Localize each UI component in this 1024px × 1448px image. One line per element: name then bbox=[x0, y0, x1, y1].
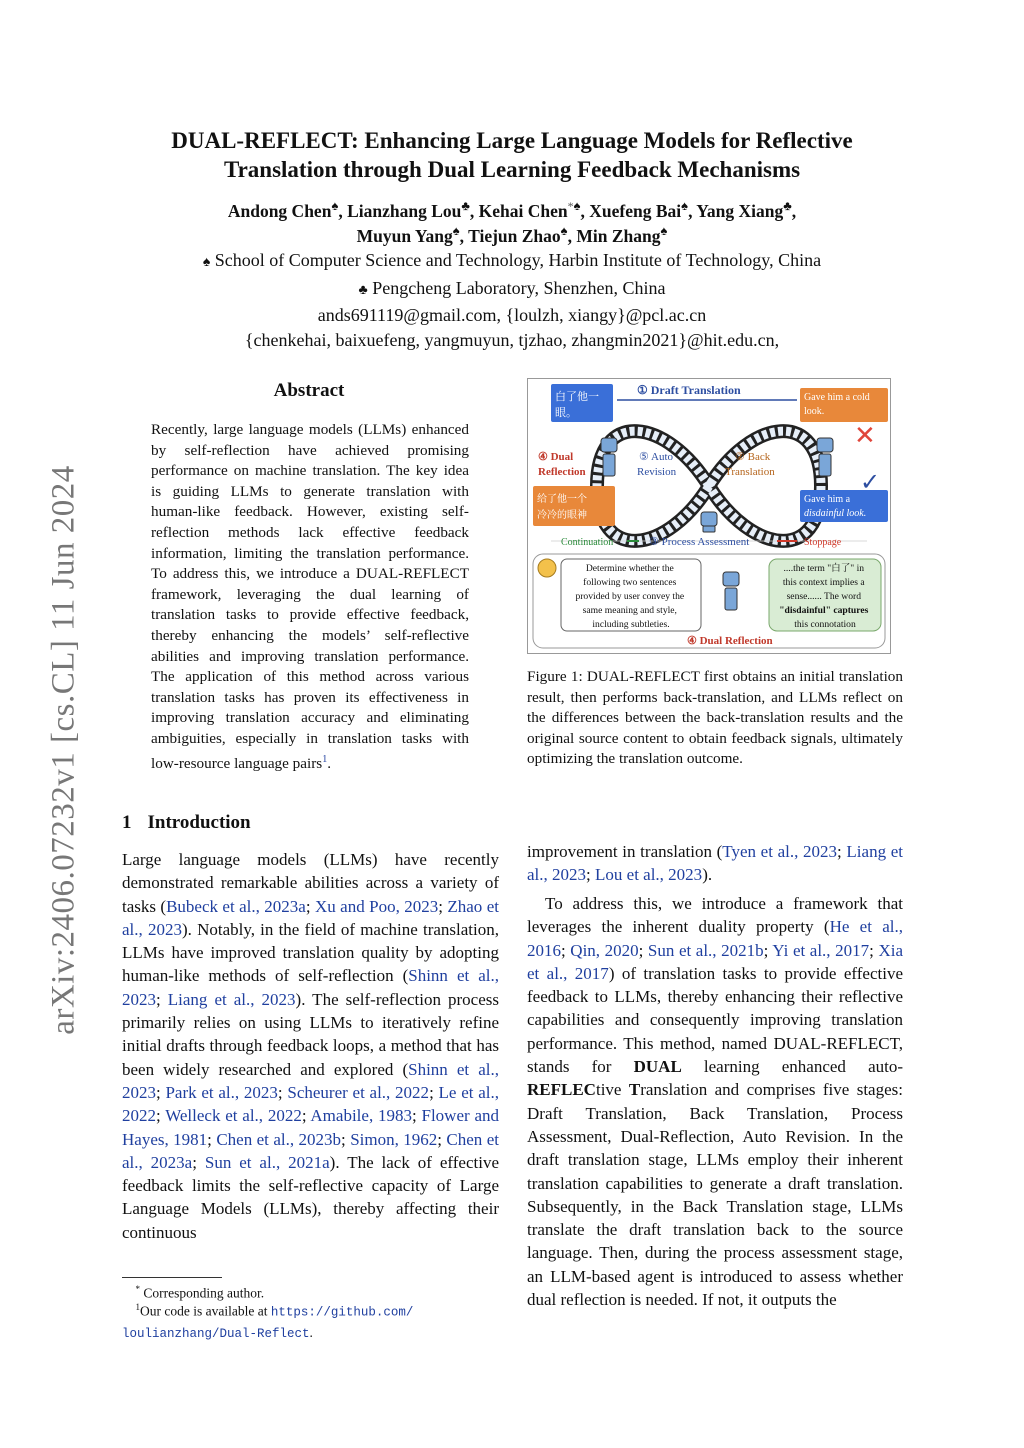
footnote-mark[interactable]: 1 bbox=[322, 753, 328, 765]
affiliation-pcl: ♣ Pengcheng Laboratory, Shenzhen, China bbox=[358, 277, 666, 298]
abstract-body: Recently, large language models (LLMs) enhanced by self-reflection have achieved promising performance on machine translation. The key idea is guiding LLMs to generate translation with human-like feedback. However, existing self-reflection methods lack effective feedback information, limiting the translation performance. To address this, we introduce a DUAL-REFLECT framework, leveraging the dual learning of translation tasks to provide effective feedback, thereby enhancing the models’ self-reflective abilities and improving translation performance. The application of this method across various translation tasks has proven its effectiveness in improving translation accuracy and eliminating ambiguities, especially in translation tasks with low-resource language pairs$^1$. bbox=[151, 421, 469, 772]
citation-link[interactable]: Bubeck et al., 2023a bbox=[166, 896, 306, 916]
svg-text:Translation: Translation bbox=[725, 466, 775, 478]
affiliation-hit: ♠ School of Computer Science and Technology, Harbin Institute of Technology, China bbox=[202, 250, 822, 270]
svg-text:给了他一个: 给了他一个 bbox=[537, 494, 587, 505]
arxiv-stamp: arXiv:2406.07232v1 [cs.CL] 11 Jun 2024 bbox=[45, 465, 82, 1035]
citation-link[interactable]: Liang et al., 2023 bbox=[167, 989, 296, 1009]
author-line-1: Andong Chen♠, Lianzhang Lou♣, Kehai Chen*♠, Xuefeng Bai♠, Yang Xiang♣, bbox=[227, 198, 797, 221]
citation-link[interactable]: Chen et al., 2023a bbox=[122, 1129, 500, 1172]
figure-1-diagram bbox=[527, 378, 891, 654]
code-url-link[interactable]: https://github.com/ bbox=[270, 1305, 414, 1320]
svg-text:Gave him a: Gave him a bbox=[804, 494, 851, 505]
email-line-1: ands691119@gmail.com, {loulzh, xiangy}@pcl.ac.cn bbox=[317, 305, 707, 325]
svg-text:....the term "白了" in this: ....the term "白了" in this context implies a sense...... The word "disdainful" captures this connotation bbox=[779, 563, 869, 630]
footnote-code: $^1$Our code is available at https://github.com/ loulianzhang/Dual-Reflect. bbox=[122, 1302, 414, 1341]
citation-link[interactable]: Qin, 2020 bbox=[570, 940, 639, 960]
footnote-rule bbox=[122, 1277, 222, 1278]
citation-link[interactable]: Xia et al., 2017 bbox=[527, 940, 903, 983]
email-line-2: {chenkehai, baixuefeng, yangmuyun, tjzhao, zhangmin2021}@hit.edu.cn, bbox=[244, 329, 780, 350]
svg-text:look.: look. bbox=[804, 406, 825, 417]
citation-link[interactable]: Shinn et al., 2023 bbox=[122, 1059, 499, 1102]
citation-link[interactable]: Shinn et al., 2023 bbox=[122, 966, 499, 1009]
process-assessment-label: ③ Process Assessment bbox=[649, 536, 750, 548]
svg-text:Determine whether the foll: Determine whether the following two sentences provided by user convey the same meaning and style, including subtleties. bbox=[575, 563, 685, 630]
svg-text:② Back: ② Back bbox=[735, 451, 771, 463]
author-name: Kehai Chen bbox=[478, 201, 568, 221]
author-line-2: Muyun Yang♠, Tiejun Zhao♠, Min Zhang♠ bbox=[356, 223, 668, 246]
author-name: Tiejun Zhao bbox=[468, 226, 561, 246]
citation-link[interactable]: Tyen et al., 2023 bbox=[722, 842, 838, 861]
citation-link[interactable]: Yi et al., 2017 bbox=[772, 940, 870, 960]
citation-link[interactable]: Lou et al., 2023 bbox=[595, 865, 703, 885]
author-name: Xuefeng Bai bbox=[589, 201, 682, 221]
draft-translation-label: ① Draft Translation bbox=[637, 383, 741, 397]
robot-icon-center bbox=[701, 512, 717, 532]
code-url-link[interactable]: loulianzhang/Dual-Reflect bbox=[122, 1326, 310, 1341]
citation-link[interactable]: Simon, 1962 bbox=[350, 1129, 438, 1149]
citation-link[interactable]: Park et al., 2023 bbox=[165, 1082, 278, 1102]
svg-text:冷冷的眼神: 冷冷的眼神 bbox=[537, 510, 587, 521]
section-heading-introduction: 1 Introduction bbox=[122, 812, 251, 833]
accept-check-icon: ✓ bbox=[860, 468, 881, 496]
paper-title bbox=[0, 126, 1024, 184]
citation-link[interactable]: Chen et al., 2023b bbox=[216, 1129, 342, 1149]
author-list bbox=[0, 199, 1024, 249]
thinking-face-icon bbox=[538, 559, 556, 577]
citation-link[interactable]: Zhao et al., 2023 bbox=[122, 896, 499, 939]
svg-text:④ Dual: ④ Dual bbox=[538, 451, 574, 463]
abstract-heading: Abstract bbox=[273, 380, 345, 401]
svg-text:disdainful look.: disdainful look. bbox=[804, 508, 867, 519]
footnote-corresponding: * Corresponding author. bbox=[135, 1284, 265, 1301]
affiliations bbox=[0, 248, 1024, 352]
citation-link[interactable]: Scheurer et al., 2022 bbox=[287, 1082, 430, 1102]
continuation-label: Continuation bbox=[561, 537, 614, 548]
svg-text:眼。: 眼。 bbox=[555, 406, 577, 419]
robot-icon-right bbox=[817, 438, 833, 476]
robot-icon-bottom bbox=[723, 572, 739, 610]
figure-1-caption: Figure 1: DUAL-REFLECT first obtains an initial translation result, then performs back-translation, and LLMs reflect on the differences between the back-translation results and the original source content to obtain feedback signals, ultimately optimizing the translation outcome. bbox=[527, 668, 903, 768]
intro-paragraph-1: Large language models (LLMs) have recently demonstrated remarkable abilities across a variety of tasks (Bubeck et al., 2023a; Xu and Poo, 2023; Zhao et al., 2023). Notably, in the field of machine translation, LLMs have improved translation quality by adopting human-like methods of self-reflection (Shinn et al., 2023; Liang et al., 2023). The self-reflection process primarily relies on using LLMs to iteratively refine initial drafts through feedback loops, a method that has been widely researched and explored (Shinn et al., 2023; Park et al., 2023; Scheurer et al., 2022; Le et al., 2022; Welleck et al., 2022; Amabile, 1983; Flower and Hayes, 1981; Chen et al., 2023b; Simon, 1962; Chen et al., 2023a; Sun et al., 2021a). The lack of effective feedback limits the self-reflective capacity of Large Language Models (LLMs), thereby affecting their continuous bbox=[122, 850, 500, 1242]
svg-text:⑤ Auto: ⑤ Auto bbox=[639, 451, 674, 463]
citation-link[interactable]: Le et al., 2022 bbox=[122, 1082, 499, 1126]
author-name: Min Zhang bbox=[576, 226, 661, 246]
citation-link[interactable]: Xu and Poo, 2023 bbox=[314, 896, 439, 916]
author-name: Andong Chen bbox=[227, 201, 332, 221]
citation-link[interactable]: Flower and Hayes, 1981 bbox=[122, 1106, 499, 1149]
title-line-2: Translation through Dual Learning Feedback Mechanisms bbox=[223, 157, 801, 182]
author-name: Muyun Yang bbox=[356, 226, 453, 246]
citation-link[interactable]: Welleck et al., 2022 bbox=[165, 1106, 302, 1126]
stoppage-label: Stoppage bbox=[804, 537, 842, 548]
title-line-1: DUAL-REFLECT: Enhancing Large Language Models for Reflective bbox=[171, 128, 853, 153]
intro-paragraph-1-cont: improvement in translation (Tyen et al., 2023; Liang et al., 2023; Lou et al., 2023). bbox=[527, 842, 904, 885]
svg-text:Gave him a cold: Gave him a cold bbox=[804, 392, 870, 403]
robot-icon-left bbox=[601, 438, 617, 476]
author-name: Lianzhang Lou bbox=[347, 201, 462, 221]
dual-reflection-bottom-label: ④ Dual Reflection bbox=[687, 635, 773, 647]
citation-link[interactable]: Liang et al., 2023 bbox=[527, 842, 904, 885]
reject-x-icon: ✕ bbox=[854, 421, 876, 451]
intro-paragraph-2: To address this, we introduce a framework that leverages the inherent duality property (He et al., 2016; Qin, 2020; Sun et al., 2021b; Yi et al., 2017; Xia et al., 2017) of translation tasks to provide effective feedback to LLMs, thereby enhancing their reflective capabilities and consequently improving translation performance. This method, named DUAL-REFLECT, stands for DUAL learning enhanced auto-REFLECtive Translation and comprises five stages: Draft Translation, Back Translation, Process Assessment, Dual-Reflection, Auto Revision. In the draft translation stage, LLMs employ their inherent translation capabilities to generate a draft translation. Subsequently, in the Back Translation stage, LLMs translate the draft translation back to the source language. Then, during the process assessment stage, an LLM-based agent is introduced to assess whether dual reflection is needed. If not, it outputs the bbox=[527, 894, 904, 1310]
author-name: Yang Xiang bbox=[696, 201, 784, 221]
svg-text:Revision: Revision bbox=[637, 466, 677, 478]
citation-link[interactable]: He et al., 2016 bbox=[527, 917, 903, 960]
citation-link[interactable]: Amabile, 1983 bbox=[310, 1106, 412, 1126]
svg-text:Reflection: Reflection bbox=[538, 466, 586, 478]
citation-link[interactable]: Sun et al., 2021a bbox=[204, 1152, 330, 1172]
citation-link[interactable]: Sun et al., 2021b bbox=[647, 940, 764, 960]
svg-text:白了他一: 白了他一 bbox=[555, 390, 599, 403]
